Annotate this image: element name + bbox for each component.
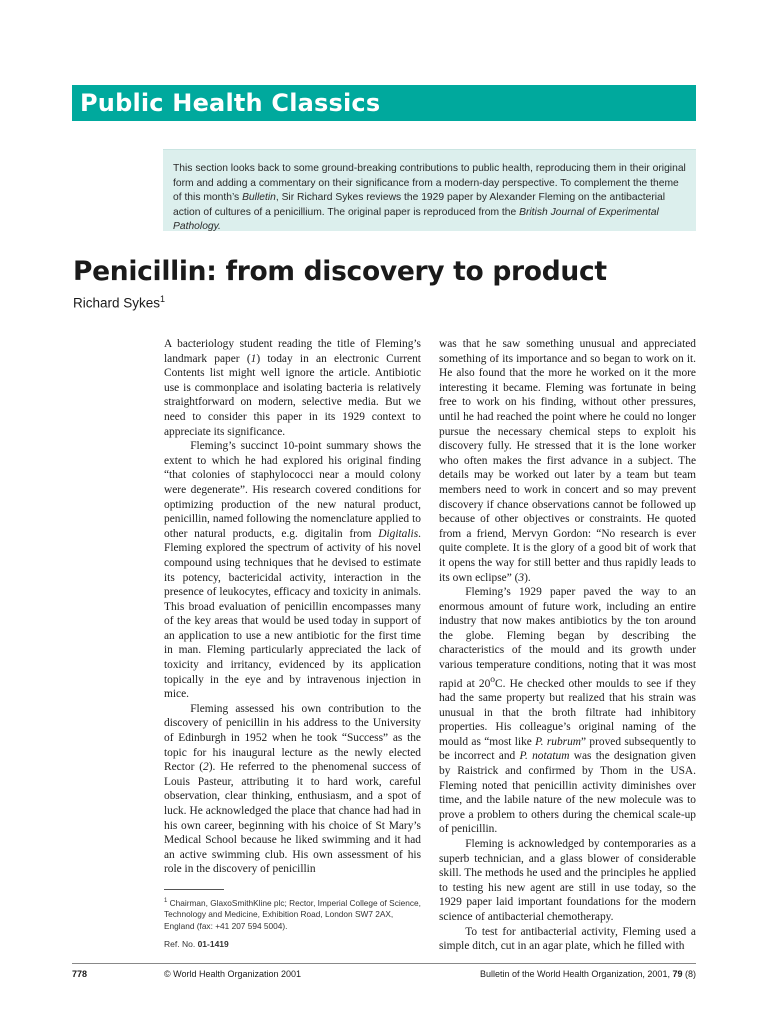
section-banner [72,85,696,121]
paragraph: Fleming’s 1929 paper paved the way to an enormous amount of future work, including an entire industry that now makes antibiotics by the ton around the globe. Fleming began by describing the characteristics of the mould and its growth under various temperature conditions, noting that it was most rapid at 20$^o$C. He checked other moulds to see if they had the same property but realized that his strain was unusual in that the broth filtrate had inhibitory properties. His colleague’s original naming of the mould as “most like P. rubrum” proved subsequently to be incorrect and P. notatum was the designation given by Raistrick and confirmed by Thom in the USA. Fleming noted that penicillin activity diminishes over time, and the labile nature of the new molecule was to prove a problem to others during the chemical scale-up of penicillin. [439,586,696,836]
section-intro-text: This section looks back to some ground-breaking contributions to public health, reproducing them in their original form and adding a commentary on their significance from a modern-day perspective. To complement the theme of this month’s Bulletin, Sir Richard Sykes reviews the 1929 paper by Alexander Fleming on the antibacterial action of cultures of a penicillium. The original paper is reproduced from the British Journal of Experimental Pathology. [173,163,686,232]
article-title: Penicillin: from discovery to product [73,256,607,287]
paragraph: A bacteriology student reading the title of Fleming’s landmark paper (1) today in an electronic Current Contents list might well ignore the article. Antibiotic use is commonplace and isolating bacteria is relatively straightforward on modern, selective media. But we need to consider this paper in its 1929 context to appreciate its significance. [164,338,421,438]
reference-number: Ref. No. 01-1419 [164,939,229,949]
page-number: 778 [72,969,88,979]
paragraph: Fleming is acknowledged by contemporaries as a superb technician, and a glass blower of considerable skill. The methods he used and the principles he applied to testing his new agent are still in use today, so the 1929 paper laid important foundations for the modern science of antibacterial chemotherapy. [439,837,696,923]
footnote-divider [164,889,224,890]
paragraph: Fleming’s succinct 10-point summary shows the extent to which he had explored his original finding “that colonies of staphylococci near a mould colony were degenerate”. His research covered conditions for optimizing production of the new natural product, penicillin, named following the nomenclature applied to other natural products, e.g. digitalin from Digitalis. Fleming explored the spectrum of activity of his novel compound using techniques that he devised to estimate its potency, bactericidal activity, interaction in the presence of leukocytes, efficacy and toxicity in animals. This broad evaluation of penicillin encompasses many of the key areas that would be used today in support of an application to use a new antibiotic for the first time in man. Fleming particularly appreciated the lack of toxicity and irritancy, evidenced by its application topically in the eye and by intravenous injection in mice. [164,440,421,701]
body-column-right [439,337,696,954]
footer-divider [72,963,696,964]
paragraph: Fleming assessed his own contribution to the discovery of penicillin in his address to the University of Edinburgh in 1952 when he took “Success” as the topic for his inaugural lecture as the newly elected Rector (2). He referred to the phenomenal success of Louis Pasteur, attributing it to hard work, careful observation, clear thinking, enthusiasm, and a spot of luck. He acknowledged the place that chance had had in his own career, beginning with his choice of St Mary’s Medical School because he liked swimming and it had an active swimming club. His own assessment of his role in the discovery of penicillin [164,702,421,876]
journal-citation: Bulletin of the World Health Organization, 2001, 79 (8) [480,969,696,979]
copyright-notice: © World Health Organization 2001 [164,969,302,979]
author-footnote: $^1$ Chairman, GlaxoSmithKline plc; Rector, Imperial College of Science, Technology and Medicine, Exhibition Road, London SW7 2AX, England (fax: +41 207 594 5004). [164,897,421,931]
paragraph: To test for antibacterial activity, Fleming used a simple ditch, cut in an agar plate, which he filled with [439,925,696,953]
section-intro-box [163,149,696,231]
section-title: Public Health Classics [80,89,381,117]
author-footnote-mark: 1 [160,294,166,304]
paragraph: was that he saw something unusual and appreciated something of its importance and so began to work on it. He also found that the more he worked on it the more interesting it became. Fleming was fortunate in being free to work on his finding, without other pressures, until he had reached the point where he could no longer pursue the necessary chemical steps to exploit his discovery fully. He stressed that it is the lone worker who often makes the first advance in a subject. The details may be worked out later by a team but team members need to work in concert and so may prevent discovery if chance observations cannot be followed up because of other objectives or constraints. He quoted from a friend, Mervyn Gordon: “No research is ever quite complete. It is the glory of a good bit of work that it opens the way for still better and thus rapidly leads to its own eclipse” (3). [439,338,696,584]
article-author: Richard Sykes$^1$ [73,294,166,311]
body-column-left [164,337,421,877]
